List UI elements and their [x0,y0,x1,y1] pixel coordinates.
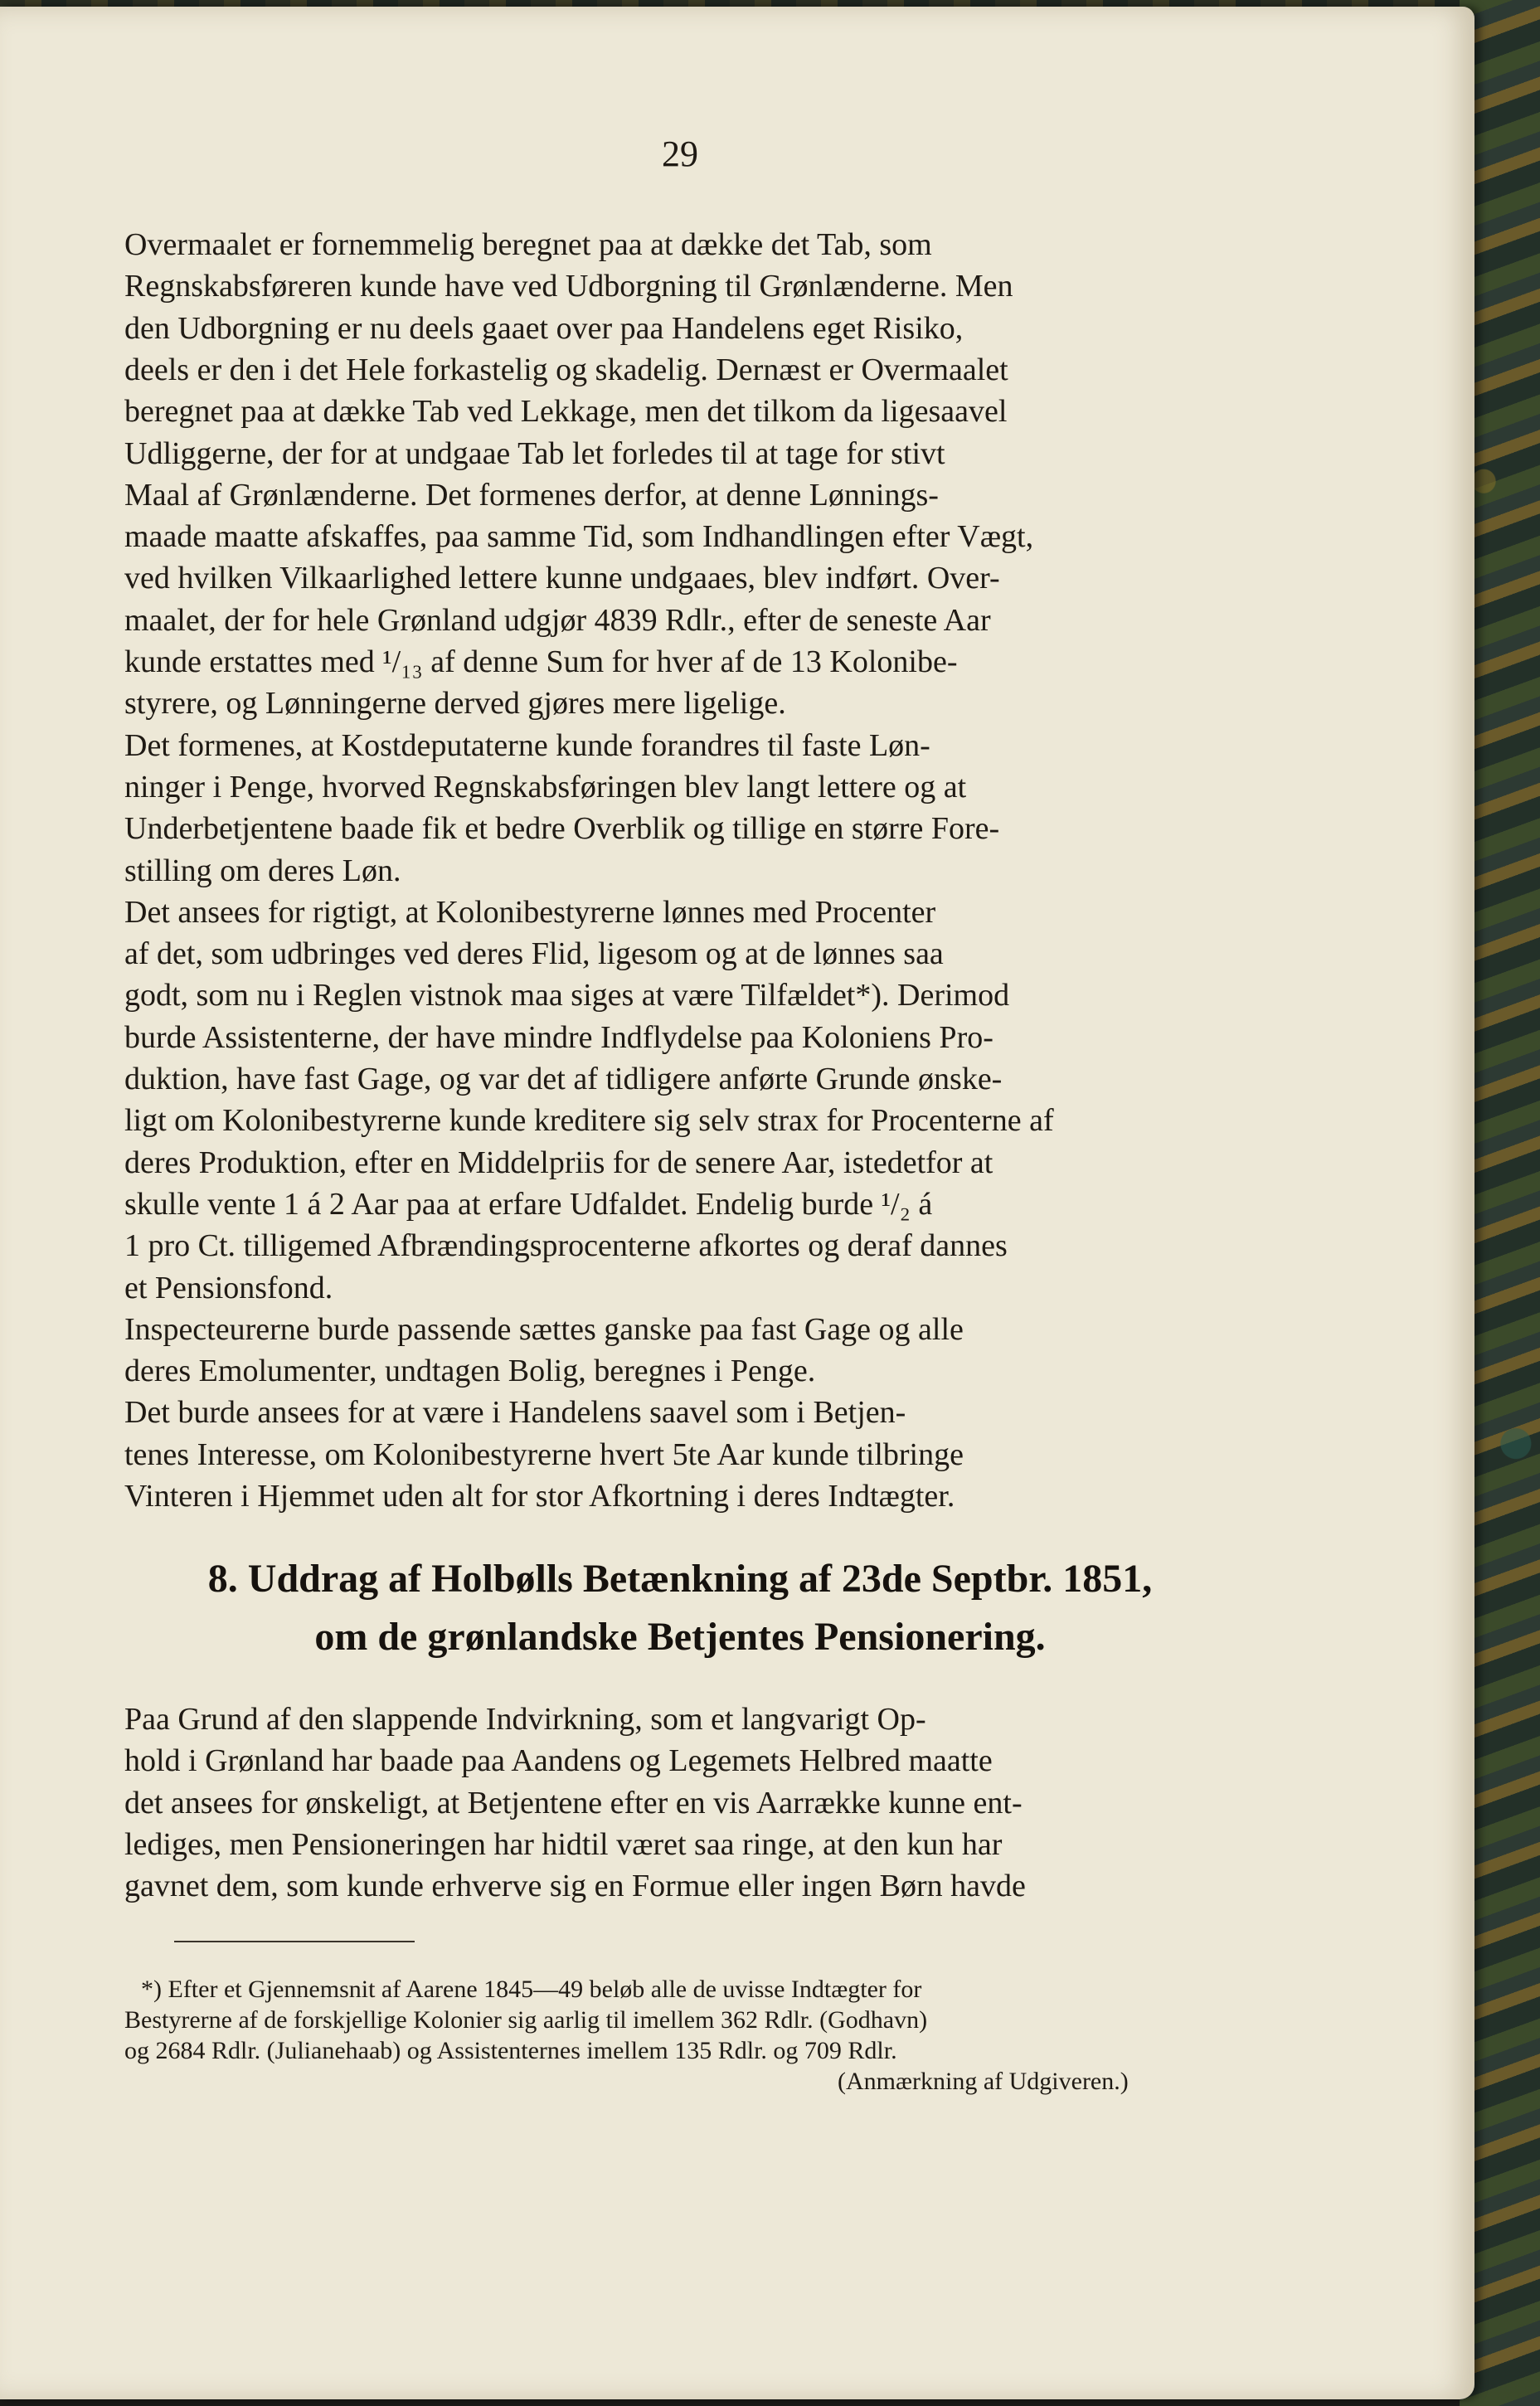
text-line: skulle vente 1 á 2 Aar paa at erfare Udfaldet. Endelig burde ¹/₂ á [124,1186,933,1222]
text-line: Det burde ansees for at være i Handelens saavel som i Betjen- [124,1395,906,1431]
text-line: gavnet dem, som kunde erhverve sig en Formue eller ingen Børn havde [124,1869,1026,1904]
text-line: hold i Grønland har baade paa Aandens og Legemets Helbred maatte [124,1743,993,1779]
text-line: duktion, have fast Gage, og var det af tidligere anførte Grunde ønske- [124,1062,1003,1096]
text-line: godt, som nu i Reglen vistnok maa siges at være Tilfældet*). Derimod [124,978,1010,1013]
text-line: burde Assistenterne, der have mindre Indflydelse paa Koloniens Pro- [124,1019,993,1055]
text-line: deels er den i det Hele forkastelig og skadelig. Dernæst er Overmaalet [124,352,1008,387]
text-line: det ansees for ønskeligt, at Betjentene efter en vis Aarrække kunne ent- [124,1785,1023,1820]
text-line: Maal af Grønlænderne. Det formenes derfor, at denne Lønnings- [124,477,939,513]
text-line: et Pensionsfond. [124,1270,333,1305]
book-page [0,7,1474,2399]
footnote-line: (Anmærkning af Udgiveren.) [838,2068,1129,2095]
text-line: maade maatte afskaffes, paa samme Tid, som Indhandlingen efter Vægt, [124,519,1034,555]
text-line: Udliggerne, der for at undgaae Tab let forledes til at tage for stivt [124,435,945,471]
text-line: ved hvilken Vilkaarlighed lettere kunne undgaaes, blev indført. Over- [124,561,1000,596]
text-line: Inspecteurerne burde passende sættes ganske paa fast Gage og alle [124,1311,964,1347]
text-line: beregnet paa at dække Tab ved Lekkage, men det tilkom da ligesaavel [124,394,1008,430]
text-line: styrere, og Lønningerne derved gjøres mere ligelige. [124,686,786,722]
text-line: lediges, men Pensioneringen har hidtil været saa ringe, at den kun har [124,1826,1003,1862]
text-line: Underbetjentene baade fik et bedre Overblik og tillige en større Fore- [124,811,1000,847]
text-line: stilling om deres Løn. [124,853,401,888]
text-line: af det, som udbringes ved deres Flid, ligesom og at de lønnes saa [124,936,944,972]
text-line: tenes Interesse, om Kolonibestyrerne hvert 5te Aar kunde tilbringe [124,1436,964,1472]
text-line: kunde erstattes med ¹/₁₃ af denne Sum for hver af de 13 Kolonibe- [124,644,958,679]
text-line: maalet, der for hele Grønland udgjør 4839 Rdlr., efter de seneste Aar [124,602,991,638]
text-line: 1 pro Ct. tilligemed Afbrændingsprocenterne afkortes og deraf dannes [124,1228,1008,1264]
text-line: deres Emolumenter, undtagen Bolig, beregnes i Penge. [124,1354,816,1389]
text-line: den Udborgning er nu deels gaaet over paa Handelens eget Risiko, [124,310,964,346]
text-line: Vinteren i Hjemmet uden alt for stor Afkortning i deres Indtægter. [124,1479,955,1514]
text-line: Paa Grund af den slappende Indvirkning, som et langvarigt Op- [124,1702,926,1737]
text-line: Det formenes, at Kostdeputaterne kunde forandres til faste Løn- [124,727,930,763]
footnote-line: *) Efter et Gjennemsnit af Aarene 1845—49 beløb alle de uvisse Indtægter for [141,1976,922,2003]
text-line: deres Produktion, efter en Middelpriis for de senere Aar, istedetfor at [124,1145,993,1180]
text-line: Overmaalet er fornemmelig beregnet paa at dække det Tab, som [124,227,932,262]
text-line: Det ansees for rigtigt, at Kolonibestyrerne lønnes med Procenter [124,894,936,930]
page-number: 29 [662,134,698,174]
footnote-rule [174,1941,415,1942]
heading-line: 8. Uddrag af Holbølls Betænkning af 23de Septbr. 1851, [207,1557,1153,1601]
text-line: Regnskabsføreren kunde have ved Udborgning til Grønlænderne. Men [124,269,1013,304]
heading-line: om de grønlandske Betjentes Pensionering. [314,1615,1046,1659]
text-line: ligt om Kolonibestyrerne kunde kreditere sig selv strax for Procenterne af [124,1103,1054,1139]
footnote-line: Bestyrerne af de forskjellige Kolonier sig aarlig til imellem 362 Rdlr. (Godhavn) [124,2006,928,2034]
text-line: ninger i Penge, hvorved Regnskabsføringen blev langt lettere og at [124,769,967,804]
footnote-line: og 2684 Rdlr. (Julianehaab) og Assistenternes imellem 135 Rdlr. og 709 Rdlr. [124,2037,897,2064]
